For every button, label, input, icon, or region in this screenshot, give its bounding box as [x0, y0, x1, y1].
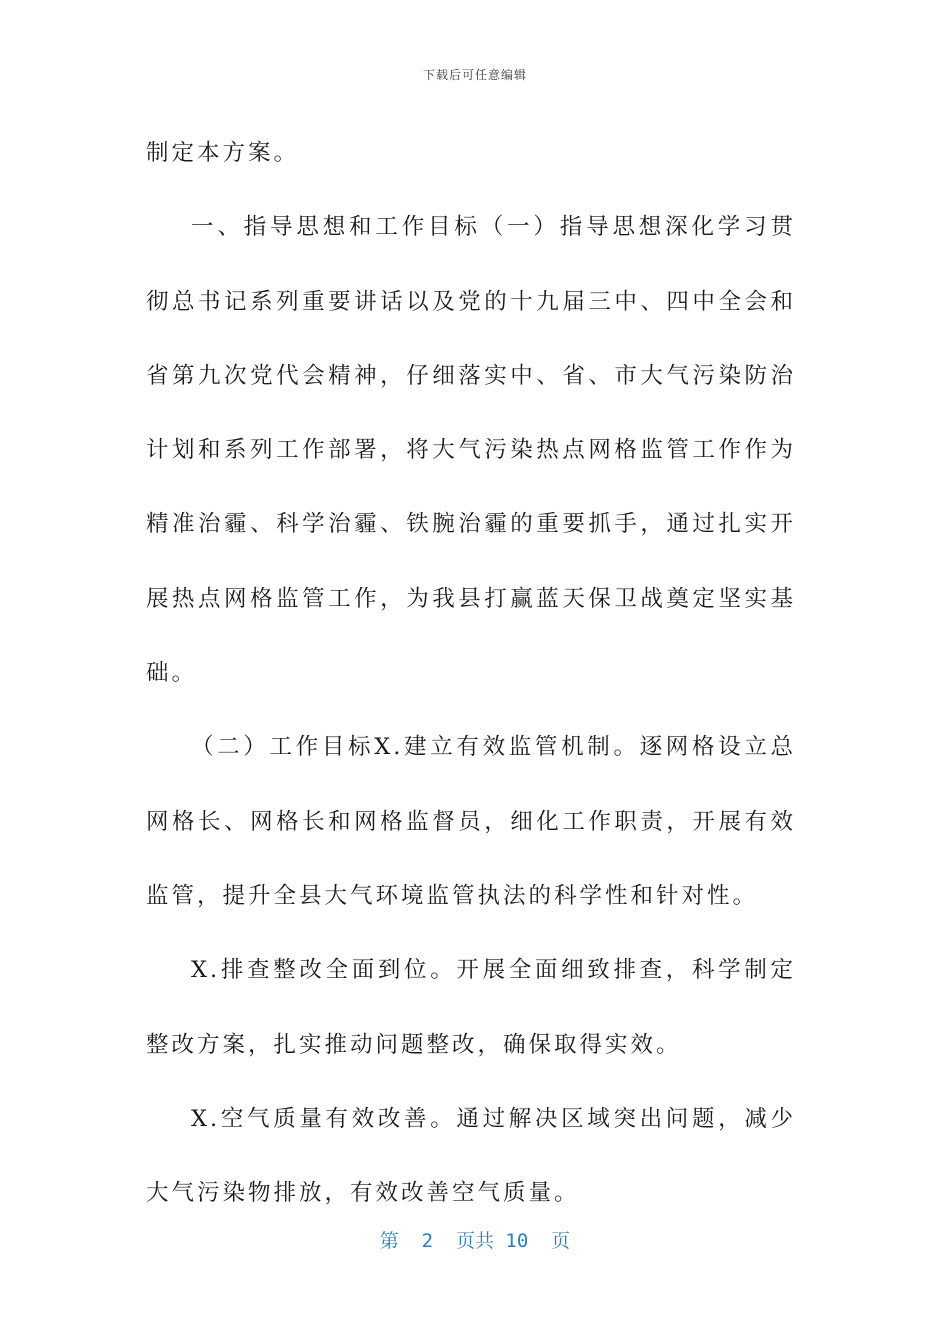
paragraph: X.排查整改全面到位。开展全面细致排查，科学制定整改方案，扎实推动问题整改，确保取得实效。 [146, 957, 796, 1058]
document-body [146, 116, 796, 1230]
paragraph: 制定本方案。 [146, 140, 300, 166]
paragraph: （二）工作目标X.建立有效监管机制。逐网格设立总网格长、网格长和网格监督员，细化工作职责，开展有效监管，提升全县大气环境监管执法的科学性和针对性。 [146, 734, 796, 909]
page-number-footer: 第 2 页共 10 页 [379, 1230, 571, 1252]
paragraph: X.空气质量有效改善。通过解决区域突出问题，减少大气污染物排放，有效改善空气质量。 [146, 1105, 796, 1207]
page-header-note: 下载后可任意编辑 [422, 68, 527, 82]
paragraph: 一、指导思想和工作目标（一）指导思想深化学习贯彻总书记系列重要讲话以及党的十九届三中、四中全会和省第九次党代会精神，仔细落实中、省、市大气污染防治计划和系列工作部署，将大气污染热点网格监管工作作为精准治霾、科学治霾、铁腕治霾的重要抓手，通过扎实开展热点网格监管工作，为我县打赢蓝天保卫战奠定坚实基础。 [146, 214, 796, 687]
